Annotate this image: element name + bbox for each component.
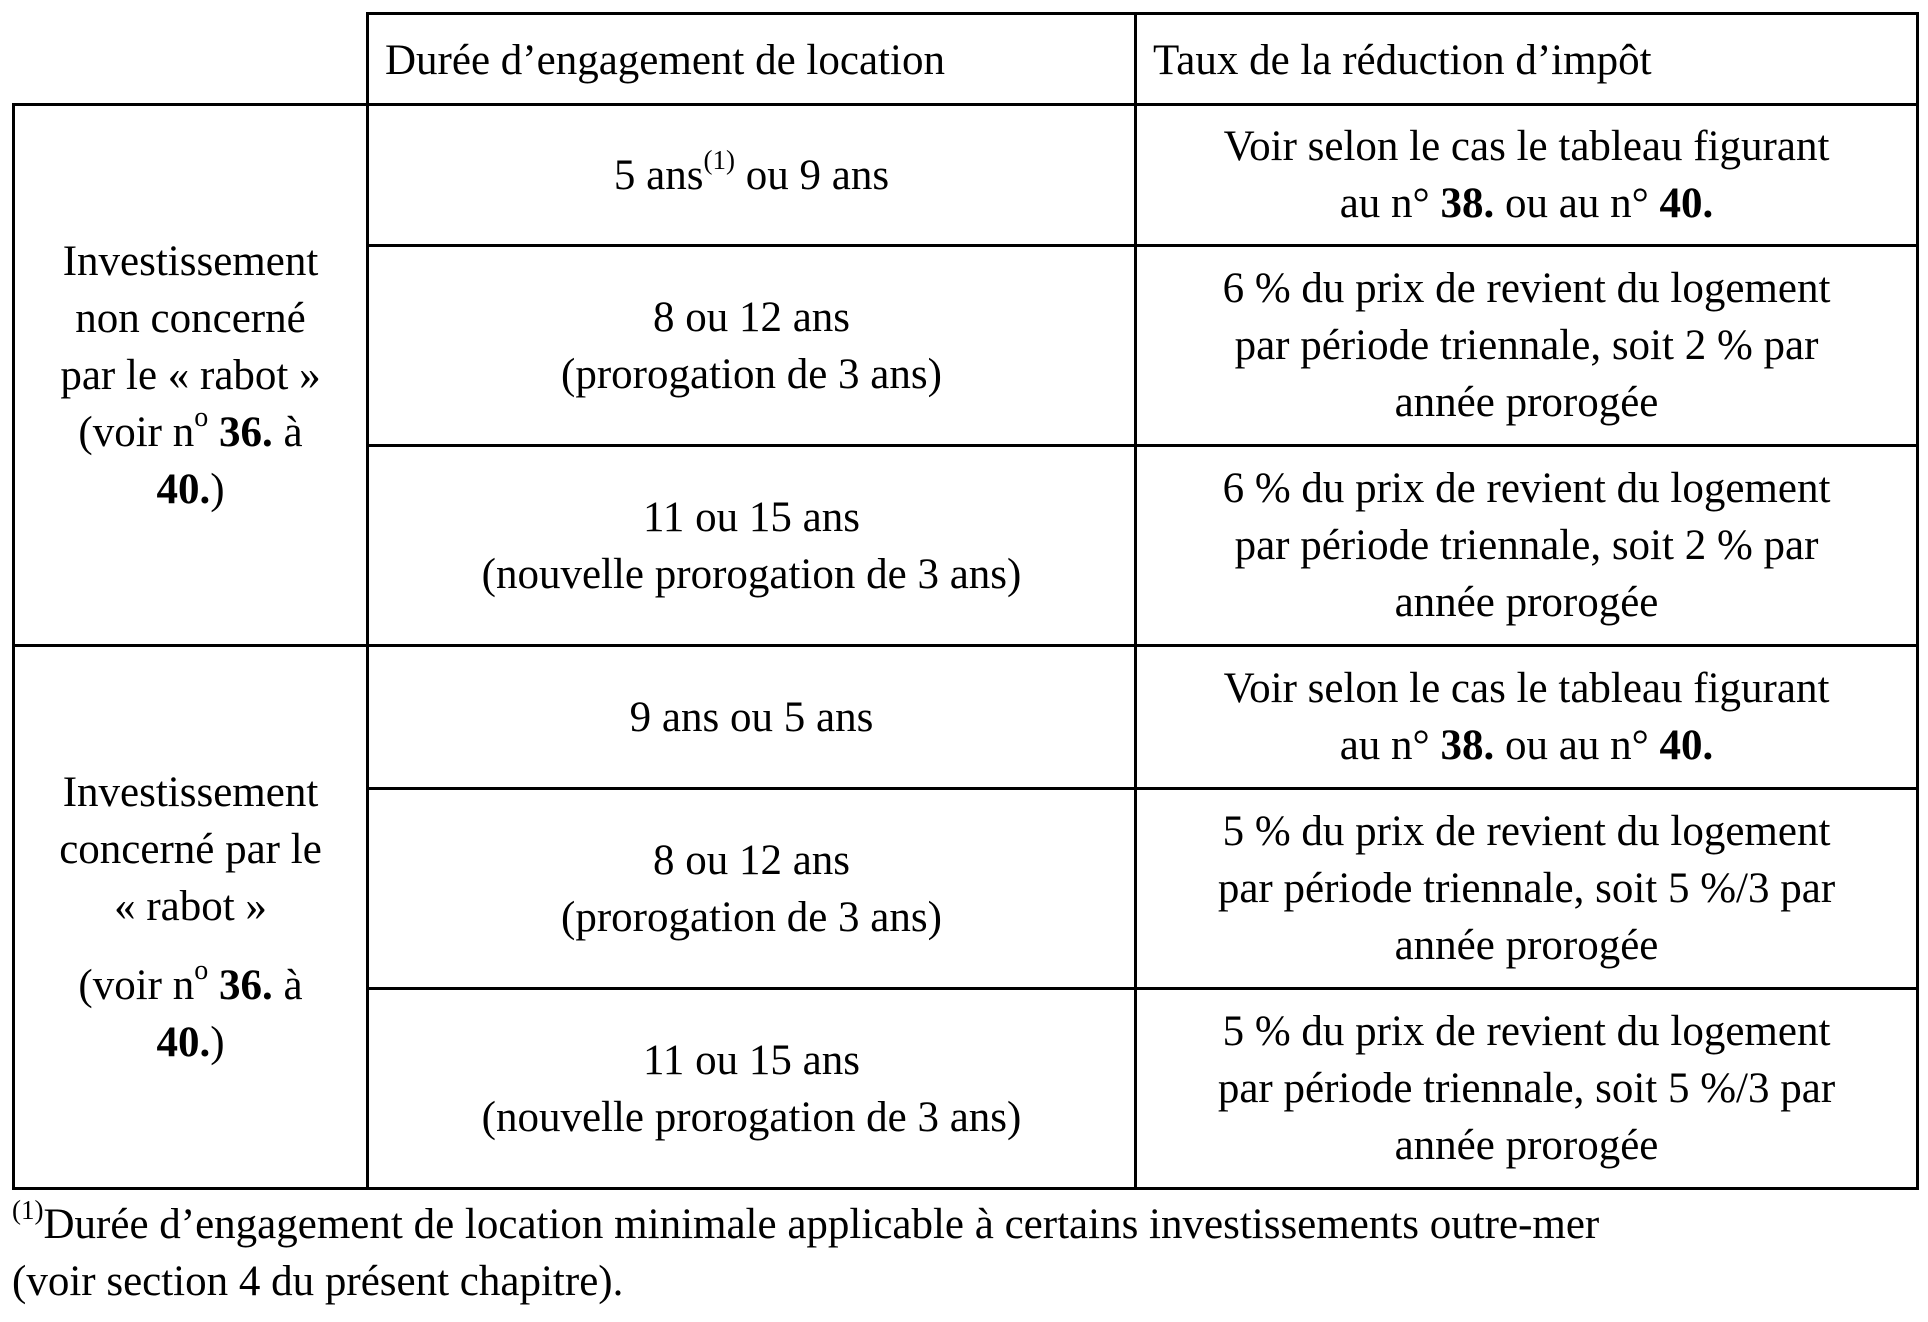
footnote-marker: (1) — [703, 145, 735, 176]
duration-cell: 11 ou 15 ans (nouvelle prorogation de 3 ans) — [368, 989, 1136, 1189]
group-reference: (voir $n^o$ 36. à — [78, 402, 303, 456]
footnote-line-1: $^{(1)}$Durée d’engagement de location minimale applicable à certains investissements outre-mer — [12, 1194, 1600, 1248]
duration-cell: 8 ou 12 ans (prorogation de 3 ans) — [368, 246, 1136, 446]
duration-cell: 9 ans ou 5 ans — [368, 646, 1136, 789]
header-rate: Taux de la réduction d’impôt — [1136, 14, 1918, 105]
footnote-line-2: (voir section 4 du présent chapitre). — [12, 1258, 624, 1305]
footnote — [12, 1196, 1922, 1310]
header-row — [14, 14, 1918, 105]
duration-cell: 8 ou 12 ans (prorogation de 3 ans) — [368, 789, 1136, 989]
table-row — [14, 646, 1918, 789]
tax-reduction-table — [12, 12, 1919, 1190]
rate-cell: Voir selon le cas le tableau figurant au n° 38. ou au n° 40. — [1136, 646, 1918, 789]
group-label-not-concerned: Investissement non concerné par le « rabot » (voir $n^o$ 36. à 40.) — [14, 105, 368, 646]
duration-cell: 5 ans$^{(1)}$ ou 9 ans — [368, 105, 1136, 246]
group-reference: (voir $n^o$ 36. à — [78, 955, 303, 1009]
table-row — [14, 105, 1918, 246]
group-label-concerned: Investissement concerné par le « rabot » (voir $n^o$ 36. à 40.) — [14, 646, 368, 1189]
header-duration: Durée d’engagement de location — [368, 14, 1136, 105]
rate-cell: 5 % du prix de revient du logement par période triennale, soit 5 %/3 par année prorogée — [1136, 789, 1918, 989]
rate-cell: 6 % du prix de revient du logement par période triennale, soit 2 % par année prorogée — [1136, 446, 1918, 646]
footnote-marker: (1) — [12, 1194, 44, 1225]
rate-cell: 6 % du prix de revient du logement par période triennale, soit 2 % par année prorogée — [1136, 246, 1918, 446]
header-blank-cell — [14, 14, 368, 105]
rate-cell: Voir selon le cas le tableau figurant au n° 38. ou au n° 40. — [1136, 105, 1918, 246]
duration-cell: 11 ou 15 ans (nouvelle prorogation de 3 ans) — [368, 446, 1136, 646]
rate-cell: 5 % du prix de revient du logement par période triennale, soit 5 %/3 par année prorogée — [1136, 989, 1918, 1189]
